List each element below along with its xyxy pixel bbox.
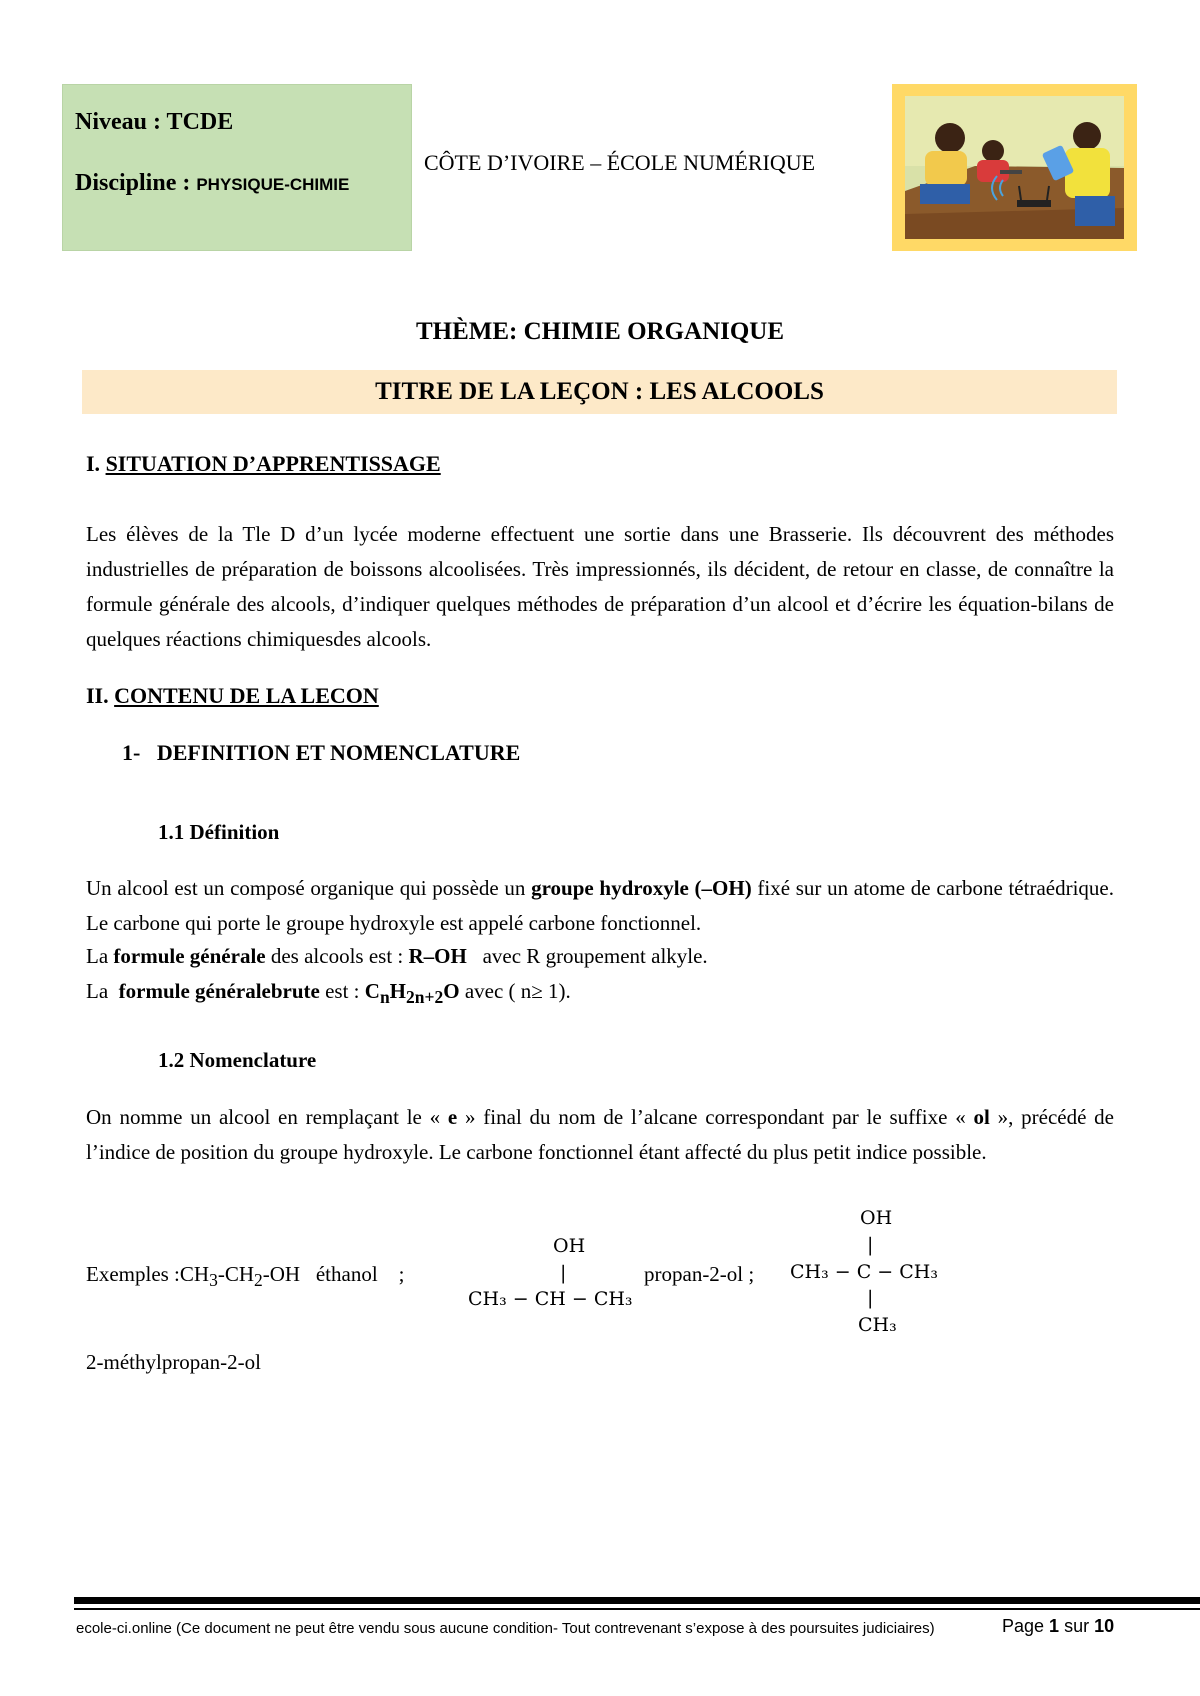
- propan-bond: |: [560, 1262, 567, 1284]
- page-indicator: [1002, 1616, 1114, 1637]
- methylpropan-2-ol-name: 2-méthylpropan-2-ol: [86, 1350, 261, 1374]
- level-discipline-box: [62, 84, 412, 251]
- text-fragment: » final du nom de l’alcane correspondant par le suffixe «: [457, 1105, 974, 1129]
- brute-formula-term: formule généralebrute: [118, 979, 320, 1003]
- text-fragment: La: [86, 979, 119, 1003]
- section-1-title: SITUATION D’APPRENTISSAGE: [105, 451, 441, 476]
- brute-formula-line: [86, 979, 571, 1008]
- formula-part: H: [389, 979, 407, 1003]
- text-fragment: est :: [319, 979, 365, 1003]
- formula-part: O: [443, 979, 460, 1003]
- nomenclature-heading: 1.2 Nomenclature: [158, 1048, 317, 1072]
- general-formula-line: [86, 944, 708, 969]
- definition-text-a: Un alcool est un composé organique qui possède un: [86, 876, 532, 900]
- page-total: 10: [1094, 1616, 1115, 1636]
- discipline-value: PHYSIQUE-CHIMIE: [196, 175, 350, 194]
- section-1-number: I.: [86, 451, 106, 476]
- hydroxyl-group-term: groupe hydroxyle (–OH): [531, 876, 752, 900]
- examples-prefix: Exemples :: [86, 1262, 180, 1286]
- propan-2-ol-name: propan-2-ol ;: [644, 1262, 755, 1286]
- header-title: CÔTE D’IVOIRE – ÉCOLE NUMÉRIQUE: [424, 150, 816, 175]
- general-formula-value: R–OH: [408, 944, 467, 968]
- methyl-bottom: CH₃: [858, 1314, 897, 1336]
- formula-sub: n: [379, 987, 390, 1008]
- definition-text-b: fixé sur un atome de carbone tétraédrique. Le carbone qui porte le groupe hydroxyle est appelé carbone fonctionnel.: [86, 876, 1114, 935]
- subsection-1-heading: 1- DEFINITION ET NOMENCLATURE: [122, 740, 521, 765]
- discipline-prefix: Discipline :: [75, 170, 197, 196]
- nomenclature-paragraph: [86, 1100, 1114, 1170]
- students-illustration: [892, 84, 1137, 251]
- theme-heading: THÈME: CHIMIE ORGANIQUE: [415, 318, 785, 345]
- section-2-heading: [86, 683, 379, 709]
- formula-part: C: [364, 979, 380, 1003]
- suffix-ol: ol: [973, 1105, 990, 1129]
- page-prefix: Page: [1002, 1616, 1050, 1636]
- methyl-bond-bottom: |: [867, 1287, 874, 1309]
- methyl-oh: OH: [860, 1207, 893, 1229]
- text-fragment: La: [86, 944, 114, 968]
- brute-formula-value: [364, 979, 460, 1008]
- ethanol-formula: $CH_3-CH_2-OH$: [179, 1262, 301, 1291]
- footer-note: ecole-ci.online (Ce document ne peut être vendu sous aucune condition- Tout contrevenant s’expose à des poursuites judiciaires): [76, 1620, 935, 1637]
- methylpropan-chain: CH₃ − C − CH₃: [790, 1261, 938, 1283]
- level-label: Niveau : TCDE: [75, 109, 234, 135]
- text-fragment: avec ( n≥ 1).: [459, 979, 571, 1003]
- page-number: 1: [1049, 1616, 1060, 1636]
- situation-paragraph: Les élèves de la Tle D d’un lycée moderne effectuent une sortie dans une Brasserie. Ils découvrent des méthodes industrielles de préparation de boissons alcoolisées. Très impressionnés, ils décident, de retour en classe, de connaître la formule générale des alcools, d’indiquer quelques méthodes de préparation d’un alcool et d’écrire les équation-bilans de quelques réactions chimiquesdes alcools.: [86, 522, 1114, 651]
- general-formula-term: formule générale: [113, 944, 266, 968]
- footer-rule-thin: [74, 1608, 1200, 1610]
- suffix-e: e: [447, 1105, 458, 1129]
- methyl-bond-top: |: [867, 1234, 874, 1256]
- section-2-title: CONTENU DE LA LECON: [114, 683, 379, 708]
- discipline-line: [75, 170, 399, 197]
- page-separator: sur: [1059, 1616, 1095, 1636]
- section-1-heading: [86, 451, 441, 477]
- text-fragment: On nomme un alcool en remplaçant le «: [86, 1105, 448, 1129]
- footer-rule-thick: [74, 1597, 1200, 1604]
- ethanol-name: éthanol ;: [300, 1262, 405, 1286]
- definition-heading: 1.1 Définition: [158, 820, 280, 844]
- text-fragment: avec R groupement alkyle.: [466, 944, 708, 968]
- text-fragment: des alcools est :: [265, 944, 409, 968]
- definition-paragraph: [86, 871, 1114, 941]
- section-2-number: II.: [86, 683, 115, 708]
- propan-oh: OH: [553, 1235, 586, 1257]
- propan-2-ol-chain: CH₃ − CH − CH₃: [468, 1288, 633, 1310]
- text-fragment: », précédé de l’indice de position du groupe hydroxyle. Le carbone fonctionnel étant affecté du plus petit indice possible.: [86, 1105, 1114, 1164]
- examples-line: [86, 1262, 405, 1291]
- students-tablet-picture: [905, 96, 1124, 239]
- formula-sub: 2n+2: [406, 987, 444, 1008]
- lesson-title: TITRE DE LA LEÇON : LES ALCOOLS: [82, 370, 1117, 414]
